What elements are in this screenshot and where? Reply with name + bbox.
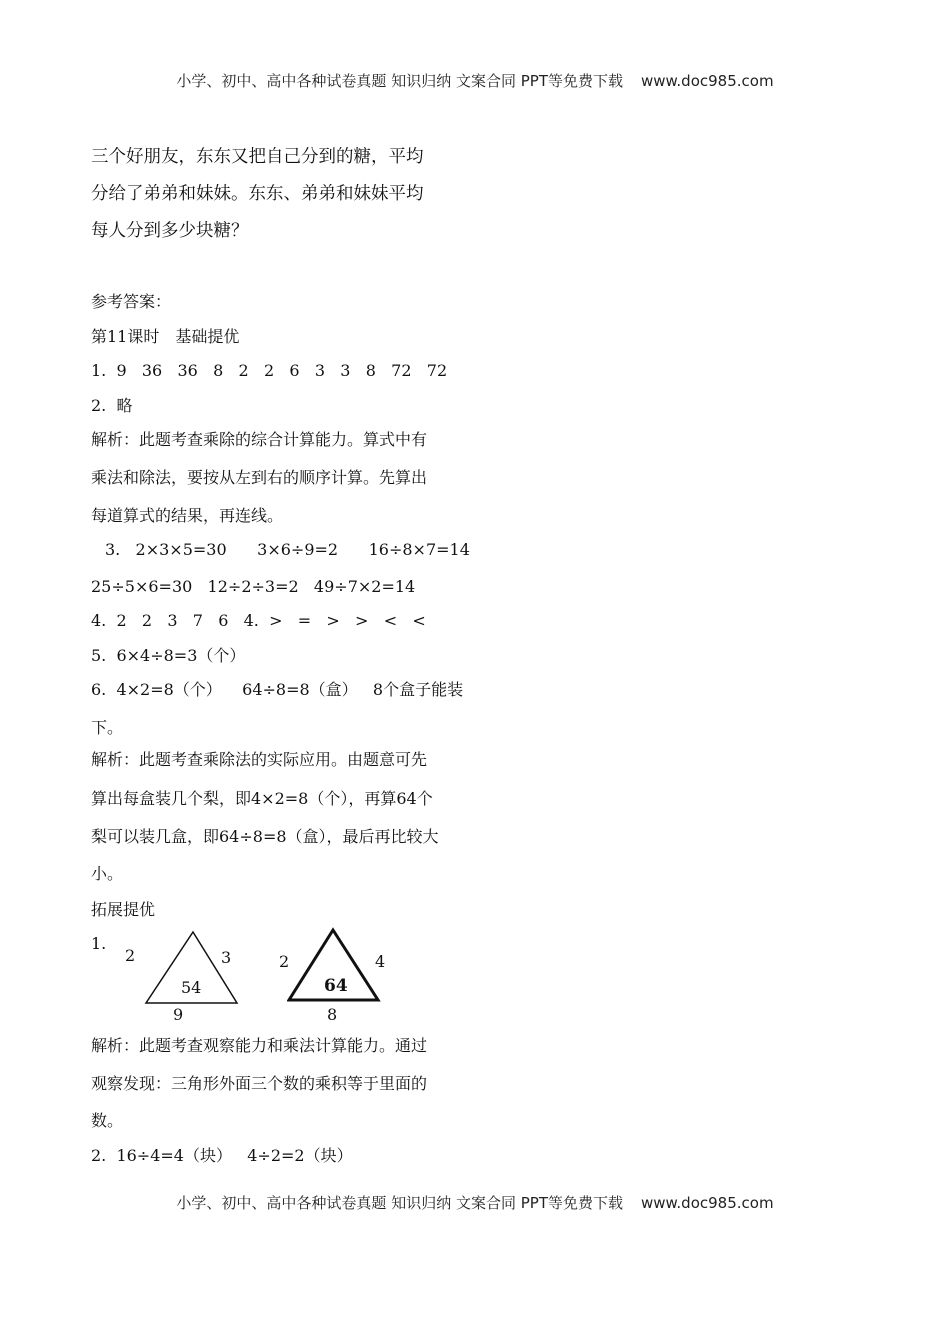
answer-2-explanation-2: 乘法和除法，要按从左到右的顺序计算。先算出 (91, 468, 428, 487)
lesson-heading: 第11课时 基础提优 (91, 327, 240, 346)
answer-6-explanation-4: 小。 (91, 864, 124, 883)
triangle-1-bottom: 9 (173, 1005, 184, 1024)
triangle-1-right: 3 (221, 948, 232, 967)
answer-5: 5. 6×4÷8=3（个） (91, 646, 246, 665)
triangle-2-inside: 64 (324, 976, 348, 996)
answer-2: 2. 略 (91, 396, 133, 415)
answers-heading: 参考答案： (91, 292, 172, 311)
answer-6-line-1: 6. 4×2=8（个） 64÷8=8（盒） 8个盒子能装 (91, 680, 464, 699)
answer-1: 1. 9 36 36 8 2 2 6 3 3 8 72 72 (91, 361, 448, 380)
triangle-2-left: 2 (279, 952, 290, 971)
question-line-2: 分给了弟弟和妹妹。东东、弟弟和妹妹平均 (91, 184, 424, 204)
answer-2-explanation-1: 解析：此题考查乘除的综合计算能力。算式中有 (91, 430, 428, 449)
extension-1-explanation-3: 数。 (91, 1111, 124, 1130)
answer-6-explanation-2: 算出每盒装几个梨，即4×2=8（个），再算64个 (91, 789, 433, 808)
header-site: www.doc985.com (640, 72, 774, 90)
header-text: 小学、初中、高中各种试卷真题 知识归纳 文案合同 PPT等免费下载 (176, 72, 623, 90)
footer-site: www.doc985.com (640, 1194, 774, 1212)
question-line-3: 每人分到多少块糖？ (91, 221, 249, 241)
answer-3-line-1: 3. 2×3×5=30 3×6÷9=2 16÷8×7=14 (105, 540, 470, 559)
extension-2: 2. 16÷4=4（块） 4÷2=2（块） (91, 1146, 353, 1165)
footer-text: 小学、初中、高中各种试卷真题 知识归纳 文案合同 PPT等免费下载 (176, 1194, 623, 1212)
triangle-2-right: 4 (375, 952, 386, 971)
triangle-1-inside: 54 (181, 978, 202, 997)
extension-1-label: 1. (91, 934, 107, 953)
answer-6-explanation-1: 解析：此题考查乘除法的实际应用。由题意可先 (91, 750, 428, 769)
page-footer (0, 1192, 950, 1213)
page-header (0, 70, 950, 91)
answer-6-explanation-3: 梨可以装几盒，即64÷8=8（盒），最后再比较大 (91, 827, 439, 846)
answer-3-line-2: 25÷5×6=30 12÷2÷3=2 49÷7×2=14 (91, 577, 416, 596)
question-line-1: 三个好朋友，东东又把自己分到的糖，平均 (91, 147, 424, 167)
answer-6-line-2: 下。 (91, 718, 124, 737)
extension-heading: 拓展提优 (91, 900, 156, 919)
answer-4: 4. 2 2 3 7 6 4. > = > > < < (91, 611, 426, 630)
extension-1-explanation-2: 观察发现：三角形外面三个数的乘积等于里面的 (91, 1074, 428, 1093)
answer-2-explanation-3: 每道算式的结果，再连线。 (91, 506, 284, 525)
triangle-2-bottom: 8 (327, 1005, 338, 1024)
triangle-1-left: 2 (125, 946, 136, 965)
extension-1-explanation-1: 解析：此题考查观察能力和乘法计算能力。通过 (91, 1036, 428, 1055)
